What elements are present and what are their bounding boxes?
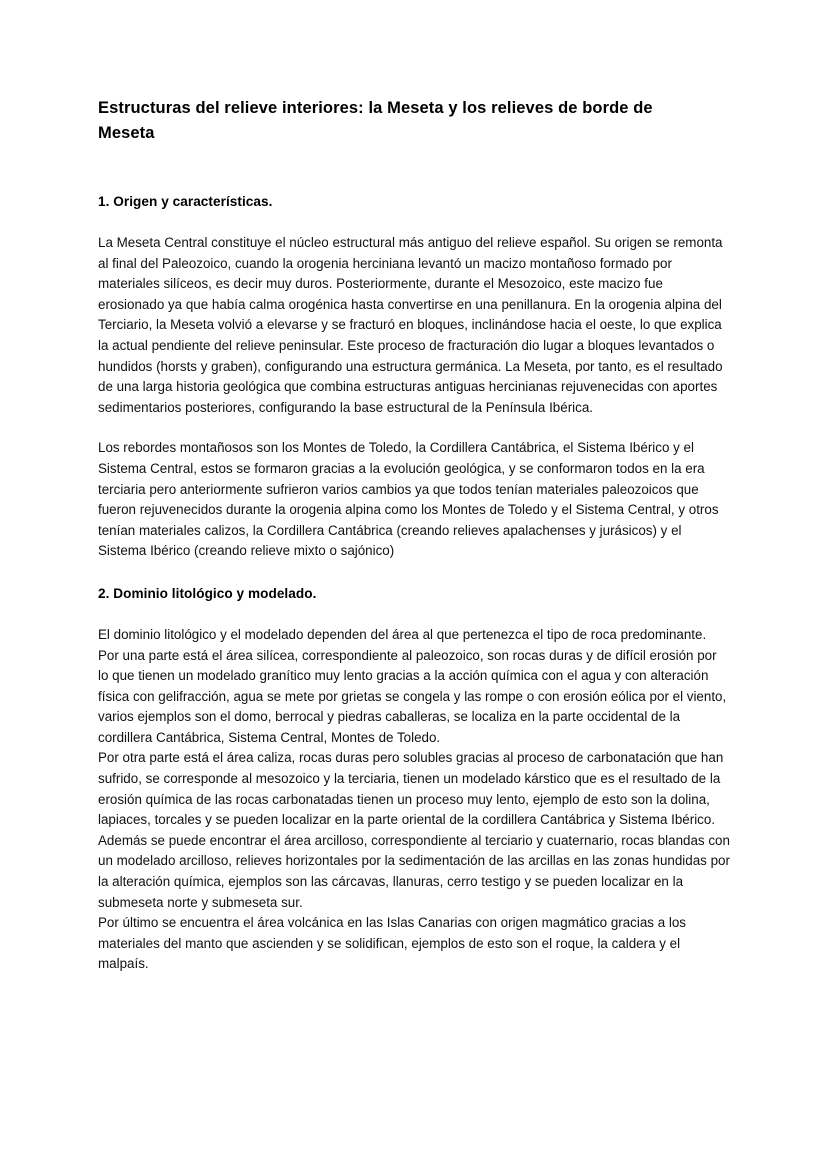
section-2-paragraph-5: Por último se encuentra el área volcánica en las Islas Canarias con origen magmático gracias a los materiales del manto que ascienden y se solidifican, ejemplos de esto son el roque, la caldera y el malpaís. xyxy=(98,915,686,972)
spacer xyxy=(98,562,730,584)
spacer xyxy=(98,146,730,192)
spacer xyxy=(98,418,730,438)
section-heading-1: 1. Origen y características. xyxy=(98,194,273,209)
section-heading-2: 2. Dominio litológico y modelado. xyxy=(98,585,317,601)
section-1-paragraph-2: Los rebordes montañosos son los Montes de Toledo, la Cordillera Cantábrica, el Sistema Ibérico y el Sistema Central, estos se formaron gracias a la evolución geológica, y se conformaron todos en la era terciaria pero anteriormente sufrieron varios cambios ya que todos tenían materiales paleozoicos que fueron rejuvenecidos durante la orogenia alpina como los Montes de Toledo y el Sistema Central, y otros tenían materiales calizos, la Cordillera Cantábrica (creando relieves apalachenses y jurásicos) y el Sistema Ibérico (creando relieve mixto o sajónico) xyxy=(98,440,719,559)
spacer xyxy=(98,212,730,233)
section-1-paragraph-1: La Meseta Central constituye el núcleo estructural más antiguo del relieve español. Su origen se remonta al final del Paleozoico, cuando la orogenia herciniana levantó un macizo montañoso formado por materiales silíceos, es decir muy duros. Posteriormente, durante el Mesozoico, este macizo fue erosionado ya que había calma orogénica hasta convertirse en una penillanura. En la orogenia alpina del Terciario, la Meseta volvió a elevarse y se fracturó en bloques, inclinándose hacia el oeste, lo que explica la actual pendiente del relieve peninsular. Este proceso de fracturación dio lugar a bloques levantados o hundidos (horsts y graben), configurando una estructura germánica. La Meseta, por tanto, es el resultado de una larga historia geológica que combina estructuras antiguas hercinianas rejuvenecidas con aportes sedimentarios posteriores, configurando la base estructural de la Península Ibérica. xyxy=(98,235,723,415)
section-2-paragraph-3: Por otra parte está el área caliza, rocas duras pero solubles gracias al proceso de carbonatación que han sufrido, se corresponde al mesozoico y la terciaria, tienen un modelado kárstico que es el resultado de la erosión química de las rocas carbonatadas tienen un proceso muy lento, ejemplo de esto son la dolina, lapiaces, torcales y se pueden localizar en la parte oriental de la cordillera Cantábrica y Sistema Ibérico. xyxy=(98,750,724,828)
section-2-paragraph-4: Además se puede encontrar el área arcilloso, correspondiente al terciario y cuaternario, rocas blandas con un modelado arcilloso, relieves horizontales por la sedimentación de las arcillas en las zonas hundidas por la alteración química, ejemplos son las cárcavas, llanuras, cerro testigo y se pueden localizar en la submeseta norte y submeseta sur. xyxy=(98,832,730,910)
section-2-paragraph-1: El dominio litológico y el modelado dependen del área al que pertenezca el tipo de roca predominante. xyxy=(98,626,707,642)
page-title: Estructuras del relieve interiores: la Meseta y los relieves de borde de Meseta xyxy=(98,99,653,142)
spacer xyxy=(98,604,730,625)
section-2-paragraph-2: Por una parte está el área silícea, correspondiente al paleozoico, son rocas duras y de difícil erosión por lo que tienen un modelado granítico muy lento gracias a la acción química con el agua y con alteración física con gelifracción, agua se mete por grietas se congela y las rompe o con erosión eólica por el viento, varios ejemplos son el domo, berrocal y piedras caballeras, se localiza en la parte occidental de la cordillera Cantábrica, Sistema Central, Montes de Toledo. xyxy=(98,647,727,745)
section-2-body xyxy=(98,625,730,975)
